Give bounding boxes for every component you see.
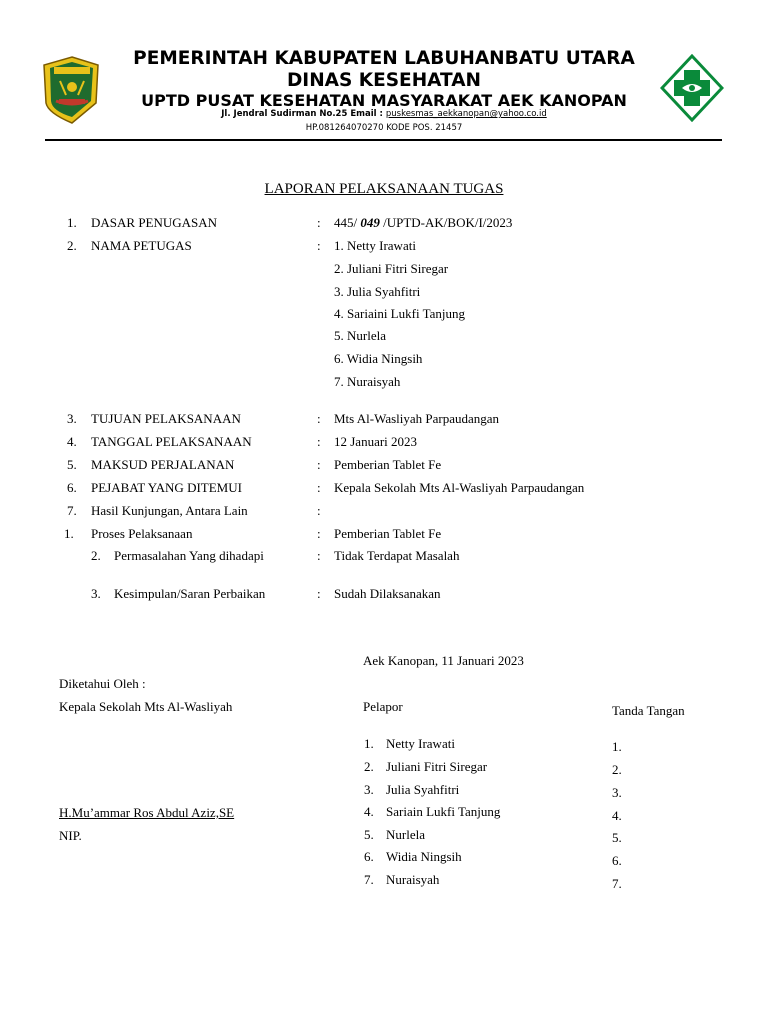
reporter-number: 4. xyxy=(364,804,374,819)
signature-number: 7. xyxy=(612,876,622,891)
reporter-number: 5. xyxy=(364,827,374,842)
signature-number: 4. xyxy=(612,808,622,823)
field-value: Kepala Sekolah Mts Al-Wasliyah Parpaudangan xyxy=(334,480,585,495)
field-colon: : xyxy=(317,480,321,495)
reporter-name: Juliani Fitri Siregar xyxy=(386,759,488,774)
value-suffix: /UPTD-AK/BOK/I/2023 xyxy=(379,215,513,230)
reporter-name: Nuraisyah xyxy=(386,872,440,887)
petugas-item: 2. Juliani Fitri Siregar xyxy=(334,261,449,276)
field-label: Permasalahan Yang dihadapi xyxy=(114,548,264,563)
reporter-number: 3. xyxy=(364,782,374,797)
field-label: Hasil Kunjungan, Antara Lain xyxy=(91,503,248,518)
reporter-number: 2. xyxy=(364,759,374,774)
reporter-number: 6. xyxy=(364,849,374,864)
field-value: Mts Al-Wasliyah Parpaudangan xyxy=(334,411,500,426)
field-value xyxy=(334,215,512,231)
signature-number: 6. xyxy=(612,853,622,868)
signature-number: 3. xyxy=(612,785,622,800)
nip-label: NIP. xyxy=(59,828,82,843)
principal-title: Kepala Sekolah Mts Al-Wasliyah xyxy=(59,699,233,714)
field-number: 3. xyxy=(67,411,77,426)
field-colon: : xyxy=(317,526,321,541)
field-number: 6. xyxy=(67,480,77,495)
header-contact: HP.081264070270 KODE POS. 21457 xyxy=(305,123,463,133)
regency-emblem-logo xyxy=(42,55,102,125)
reporter-number: 7. xyxy=(364,872,374,887)
field-value: 12 Januari 2023 xyxy=(334,434,418,449)
field-number: 4. xyxy=(67,434,77,449)
field-colon: : xyxy=(317,215,321,230)
field-label: PEJABAT YANG DITEMUI xyxy=(91,480,242,495)
place-date: Aek Kanopan, 11 Januari 2023 xyxy=(363,653,524,668)
principal-name: H.Mu’ammar Ros Abdul Aziz,SE xyxy=(59,805,235,820)
value-number: 049 xyxy=(360,215,380,230)
field-colon: : xyxy=(317,503,321,518)
field-colon: : xyxy=(317,548,321,563)
petugas-item: 4. Sariaini Lukfi Tanjung xyxy=(334,306,465,321)
field-value: Pemberian Tablet Fe xyxy=(334,526,442,541)
reporter-name: Sariain Lukfi Tanjung xyxy=(386,804,501,819)
header-divider xyxy=(45,139,722,141)
field-value: 1. Netty Irawati xyxy=(334,238,416,253)
reporter-number: 1. xyxy=(364,736,374,751)
signature-number: 5. xyxy=(612,830,622,845)
petugas-item: 3. Julia Syahfitri xyxy=(334,284,421,299)
field-colon: : xyxy=(317,457,321,472)
field-value: Pemberian Tablet Fe xyxy=(334,457,442,472)
field-label: Kesimpulan/Saran Perbaikan xyxy=(114,586,266,601)
reporter-name: Nurlela xyxy=(386,827,425,842)
signature-number: 2. xyxy=(612,762,622,777)
field-label: TUJUAN PELAKSANAAN xyxy=(91,411,241,426)
field-label: Proses Pelaksanaan xyxy=(91,526,193,541)
reporter-name: Widia Ningsih xyxy=(386,849,462,864)
field-colon: : xyxy=(317,411,321,426)
email-link[interactable]: puskesmas_aekkanopan@yahoo.co.id xyxy=(385,109,547,119)
reporter-label: Pelapor xyxy=(363,699,403,714)
petugas-item: 7. Nuraisyah xyxy=(334,374,401,389)
header-agency: DINAS KESEHATAN xyxy=(286,70,482,91)
petugas-item: 5. Nurlela xyxy=(334,328,386,343)
header-government: PEMERINTAH KABUPATEN LABUHANBATU UTARA xyxy=(133,48,635,69)
field-number: 2. xyxy=(91,548,101,563)
petugas-item: 6. Widia Ningsih xyxy=(334,351,423,366)
reporter-name: Julia Syahfitri xyxy=(386,782,460,797)
sign-label: Tanda Tangan xyxy=(612,703,685,718)
field-number: 1. xyxy=(64,526,74,541)
header-address xyxy=(100,109,668,119)
field-number: 1. xyxy=(67,215,77,230)
field-colon: : xyxy=(317,238,321,253)
reporter-name: Netty Irawati xyxy=(386,736,455,751)
document-title: LAPORAN PELAKSANAAN TUGAS xyxy=(264,181,504,197)
field-value: Sudah Dilaksanakan xyxy=(334,586,441,601)
field-number: 2. xyxy=(67,238,77,253)
field-label: TANGGAL PELAKSANAAN xyxy=(91,434,252,449)
field-colon: : xyxy=(317,434,321,449)
value-prefix: 445/ xyxy=(334,215,361,230)
puskesmas-logo xyxy=(660,54,724,122)
field-colon: : xyxy=(317,586,321,601)
header-unit: UPTD PUSAT KESEHATAN MASYARAKAT AEK KANOPAN xyxy=(141,91,627,110)
field-value: Tidak Terdapat Masalah xyxy=(334,548,460,563)
address-text: Jl. Jendral Sudirman No.25 Email : xyxy=(221,109,386,119)
field-label: DASAR PENUGASAN xyxy=(91,215,218,230)
field-number: 5. xyxy=(67,457,77,472)
field-number: 7. xyxy=(67,503,77,518)
field-label: MAKSUD PERJALANAN xyxy=(91,457,235,472)
field-number: 3. xyxy=(91,586,101,601)
signature-number: 1. xyxy=(612,739,622,754)
field-label: NAMA PETUGAS xyxy=(91,238,192,253)
known-by-label: Diketahui Oleh : xyxy=(59,676,146,691)
